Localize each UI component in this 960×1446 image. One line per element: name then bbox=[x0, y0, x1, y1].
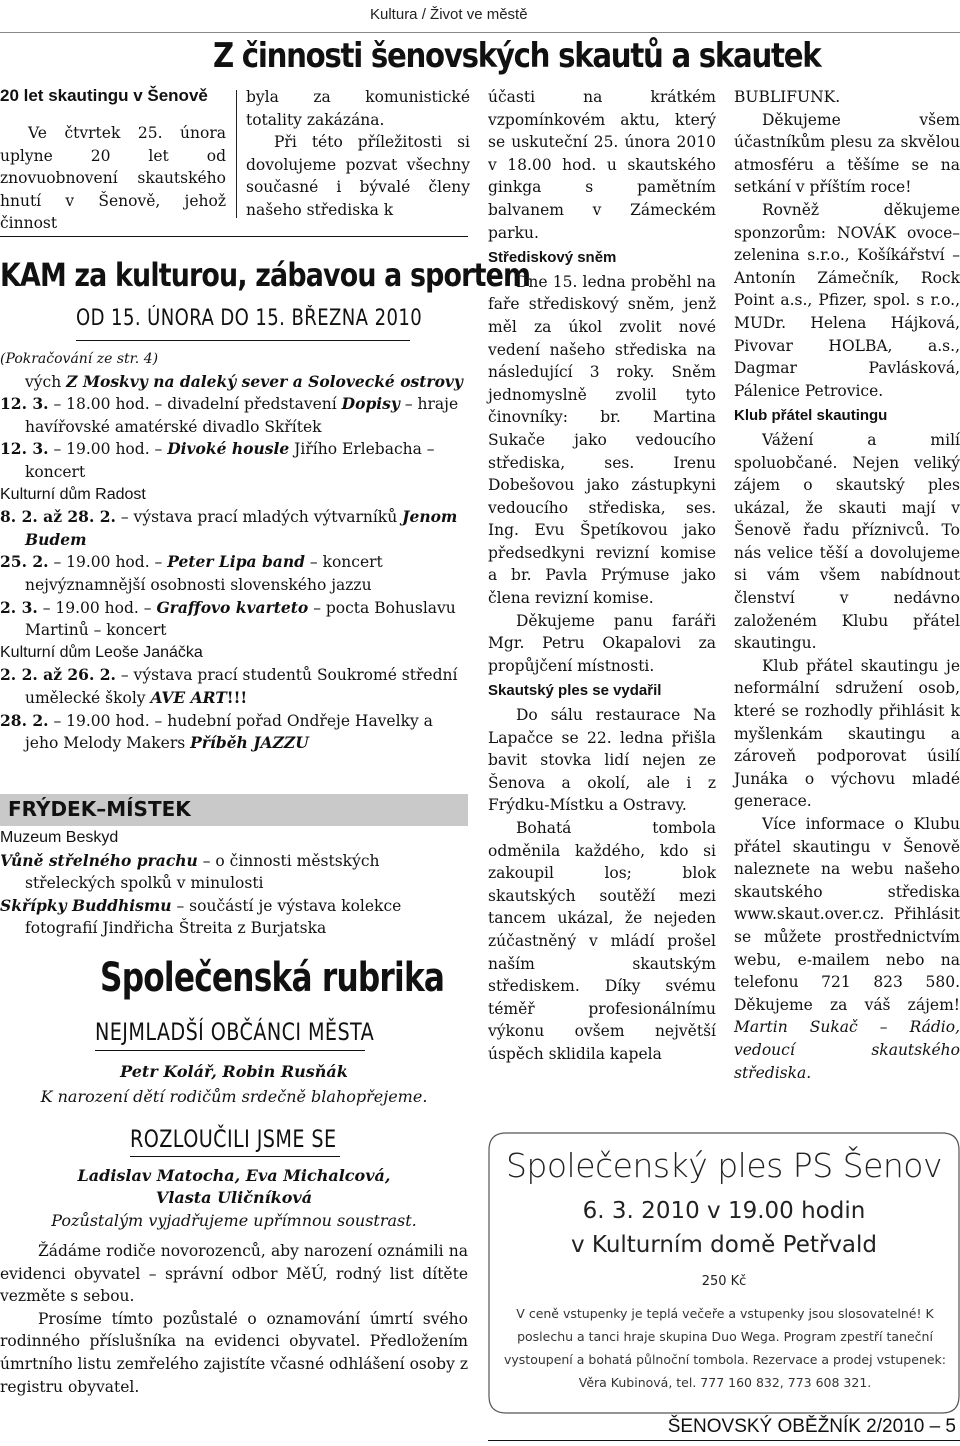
column-divider bbox=[236, 90, 237, 218]
event-item: 8. 2. až 28. 2. – výstava prací mladých výtvarníků Jenom Budem bbox=[0, 507, 458, 549]
page-title: Z činnosti šenovských skautů a skautek bbox=[213, 36, 821, 76]
subheading: Střediskový sněm bbox=[488, 249, 617, 267]
births-message: K narození dětí rodičům srdečně blahopřejeme. bbox=[40, 1087, 428, 1106]
heading-rule bbox=[95, 1050, 365, 1051]
births-heading: NEJMLADŠÍ OBČÁNCI MĚSTA bbox=[95, 1018, 375, 1046]
paragraph: Klub přátel skautingu je neformální sdružení osob, které se rozhodly přihlásit k myšlenkám skautingu a zároveň podporovat úsilí Junáka o výchovu mladé generace. bbox=[734, 656, 960, 811]
paragraph: Děkujeme panu faráři Mgr. Petru Okapalovi za propůjčení místnosti. bbox=[488, 611, 716, 675]
paragraph: Žádáme rodiče novorozenců, aby narození oznámili na evidenci obyvatel – správní odbor MěÚ, rodný list dítěte vezměte s sebou. bbox=[0, 1242, 468, 1306]
kam-subtitle: OD 15. ÚNORA DO 15. BŘEZNA 2010 bbox=[76, 306, 423, 331]
subtitle-rule bbox=[76, 340, 410, 341]
event-item: vých Z Moskvy na daleký sever a Solovecké ostrovy bbox=[25, 371, 463, 391]
scout-column-3 bbox=[488, 86, 716, 1066]
subheading: Skautský ples se vydařil bbox=[488, 682, 662, 700]
social-title: Společenská rubrika bbox=[100, 955, 445, 1001]
paragraph: Více informace o Klubu přátel skautingu v Šenově naleznete na webu našeho skautského střediska www.skaut.over.cz. Přihlásit se můžete prostřednictvím webu, e-mailem nebo na telefonu 721 823 580. Děkujeme za váš zájem! Martin Sukač – Rádio, vedoucí skautského střediska. bbox=[734, 815, 960, 1082]
page-footer: ŠENOVSKÝ OBĚŽNÍK 2/2010 – 5 bbox=[667, 1416, 956, 1437]
article-body-20-let bbox=[0, 122, 226, 235]
paragraph: Dne 15. ledna proběhl na faře střediskový sněm, jenž měl za úkol zvolit nové vedení našeho střediska na následující 3 roky. Sněm jednomyslně zvolil tyto činovníky: br. Martina Sukače jako vedoucího střediska, ses. Irenu Dobešovou jako zástupkyni vedoucího střediska, ses. Ing. Evu Špetíkovou jako předsedkyni revizní komise a br. Pavla Prýmuse jako člena revizní komise. bbox=[488, 272, 716, 608]
deaths-message: Pozůstalým vyjadřujeme upřímnou soustrast. bbox=[51, 1211, 417, 1230]
paragraph: účasti na krátkém vzpomínkovém aktu, který se uskuteční 25. února 2010 v 18.00 hod. u skautského ginkga s pamětním balvanem v Zámeckém parku. bbox=[488, 88, 716, 242]
deaths-heading: ROZLOUČILI JSME SE bbox=[130, 1125, 337, 1153]
paragraph: Vážení a milí spoluobčané. Nejen veliký zájem o skautský ples ukázal, že skauti mají v Šenově řadu příznivců. To nás velice těší a dovolujeme si vám všem nabídnout členství v nedávno založeném Klubu přátel skautingu. bbox=[734, 430, 960, 653]
event-item: 12. 3. – 18.00 hod. – divadelní představení Dopisy – hraje havířovské amatérské divadlo Skřítek bbox=[0, 394, 459, 436]
registry-notice bbox=[0, 1240, 468, 1398]
invitation-place: v Kulturním domě Petřvald bbox=[570, 1232, 878, 1258]
event-item: Skřípky Buddhismu – součástí je výstava kolekce fotografií Jindřicha Štreita z Burjatska bbox=[0, 895, 402, 938]
venue-heading: Kulturní dům Radost bbox=[0, 485, 146, 503]
section-label: Kultura / Život ve městě bbox=[370, 6, 528, 23]
paragraph: Ve čtvrtek 25. února uplyne 20 let od znovuobnovení skautského hnutí v Šenově, jehož činnost bbox=[0, 124, 226, 232]
deaths-names: Ladislav Matocha, Eva Michalcová, Vlasta Uličníková bbox=[77, 1166, 391, 1207]
event-item: 25. 2. – 19.00 hod. – Peter Lipa band – koncert nejvýznamnější osobnosti slovenského jazzu bbox=[0, 552, 383, 594]
event-item: 2. 2. až 26. 2. – výstava prací studentů Soukromé střední umělecké školy AVE ART!!! bbox=[0, 665, 458, 707]
invitation-title: Společenský ples PS Šenov bbox=[505, 1146, 943, 1185]
subheading: Klub přátel skautingu bbox=[734, 407, 888, 425]
footer-rule bbox=[488, 1440, 960, 1441]
frydek-listing bbox=[0, 827, 468, 940]
kam-title: KAM za kulturou, zábavou a sportem bbox=[0, 256, 531, 294]
header-rule bbox=[0, 32, 960, 33]
signature: Martin Sukač – Rádio, vedoucí skautského střediska. bbox=[734, 1018, 960, 1082]
section-rule bbox=[0, 236, 468, 237]
paragraph: Při této příležitosti si dovolujeme pozvat všechny současné i bývalé členy našeho střediska k bbox=[246, 133, 470, 219]
paragraph: Prosíme tímto pozůstalé o oznamování úmrtí svého rodinného příslušníka na evidenci obyvatel. Předložením úmrtního listu zemřelého zajistíte včasné odhlášení osoby z registru obyvatel. bbox=[0, 1309, 468, 1396]
paragraph: Děkujeme všem účastníkům plesu za skvělou atmosféru a těšíme se na setkání v příštím roce! bbox=[734, 110, 960, 197]
paragraph: BUBLIFUNK. bbox=[734, 88, 841, 106]
continued-note: (Pokračování ze str. 4) bbox=[0, 351, 159, 367]
heading-rule bbox=[130, 1156, 340, 1157]
event-item: 12. 3. – 19.00 hod. – Divoké housle Jiřího Erlebacha – koncert bbox=[0, 439, 435, 481]
event-item: 28. 2. – 19.00 hod. – hudební pořad Ondřeje Havelky a jeho Melody Makers Příběh JAZZU bbox=[0, 710, 433, 753]
paragraph: Rovněž děkujeme sponzorům: NOVÁK ovoce–zelenina s.r.o., Košíkářství – Antonín Zámečník, Rock Point a.s., Pfizer, spol. s r.o., MUDr. Helena Hájková, Pivovar HOLBA, a.s., Dagmar Pavlásková, Pálenice Petrovice. bbox=[734, 200, 960, 400]
frydek-heading: FRÝDEK–MÍSTEK bbox=[8, 797, 191, 821]
scout-column-4 bbox=[734, 86, 960, 1084]
article-title-20-let: 20 let skautingu v Šenově bbox=[0, 86, 208, 105]
births-names: Petr Kolář, Robin Rusňák bbox=[120, 1062, 348, 1081]
venue-heading: Muzeum Beskyd bbox=[0, 829, 119, 846]
paragraph: Bohatá tombola odměnila každého, kdo si zakoupil los; blok skautských soutěží mezi tancem ukázal, že nejeden zúčastněný v mládí prošel naším skautským střediskem. Díky svému téměř profesionálnímu výkonu ovšem největší úspěch sklidila kapela bbox=[488, 819, 716, 1063]
venue-heading: Kulturní dům Leoše Janáčka bbox=[0, 643, 203, 661]
invitation-date: 6. 3. 2010 v 19.00 hodin bbox=[582, 1198, 866, 1224]
event-item: Vůně střelného prachu – o činnosti městských střeleckých spolků v minulosti bbox=[0, 850, 380, 893]
invitation-details: V ceně vstupenky je teplá večeře a vstupenky jsou slosovatelné! K poslechu a tanci hraje skupina Duo Wega. Program zpestří taneční vystoupení a bohatá půlnoční tombola. Rezervace a prodej vstupenek: Věra Kubinová, tel. 777 160 832, 773 608 321. bbox=[503, 1306, 946, 1390]
paragraph: Do sálu restaurace Na Lapačce se 22. ledna přišla bavit stovka lidí nejen ze Šenova a okolí, ale i z Frýdku-Místku a Ostravy. bbox=[488, 706, 716, 815]
paragraph: byla za komunistické totality zakázána. bbox=[246, 88, 470, 129]
invitation-price: 250 Kč bbox=[701, 1274, 747, 1289]
event-listing bbox=[0, 348, 468, 755]
article-continuation bbox=[246, 86, 470, 221]
event-item: 2. 3. – 19.00 hod. – Graffovo kvarteto – pocta Bohuslavu Martinů – koncert bbox=[0, 597, 456, 640]
